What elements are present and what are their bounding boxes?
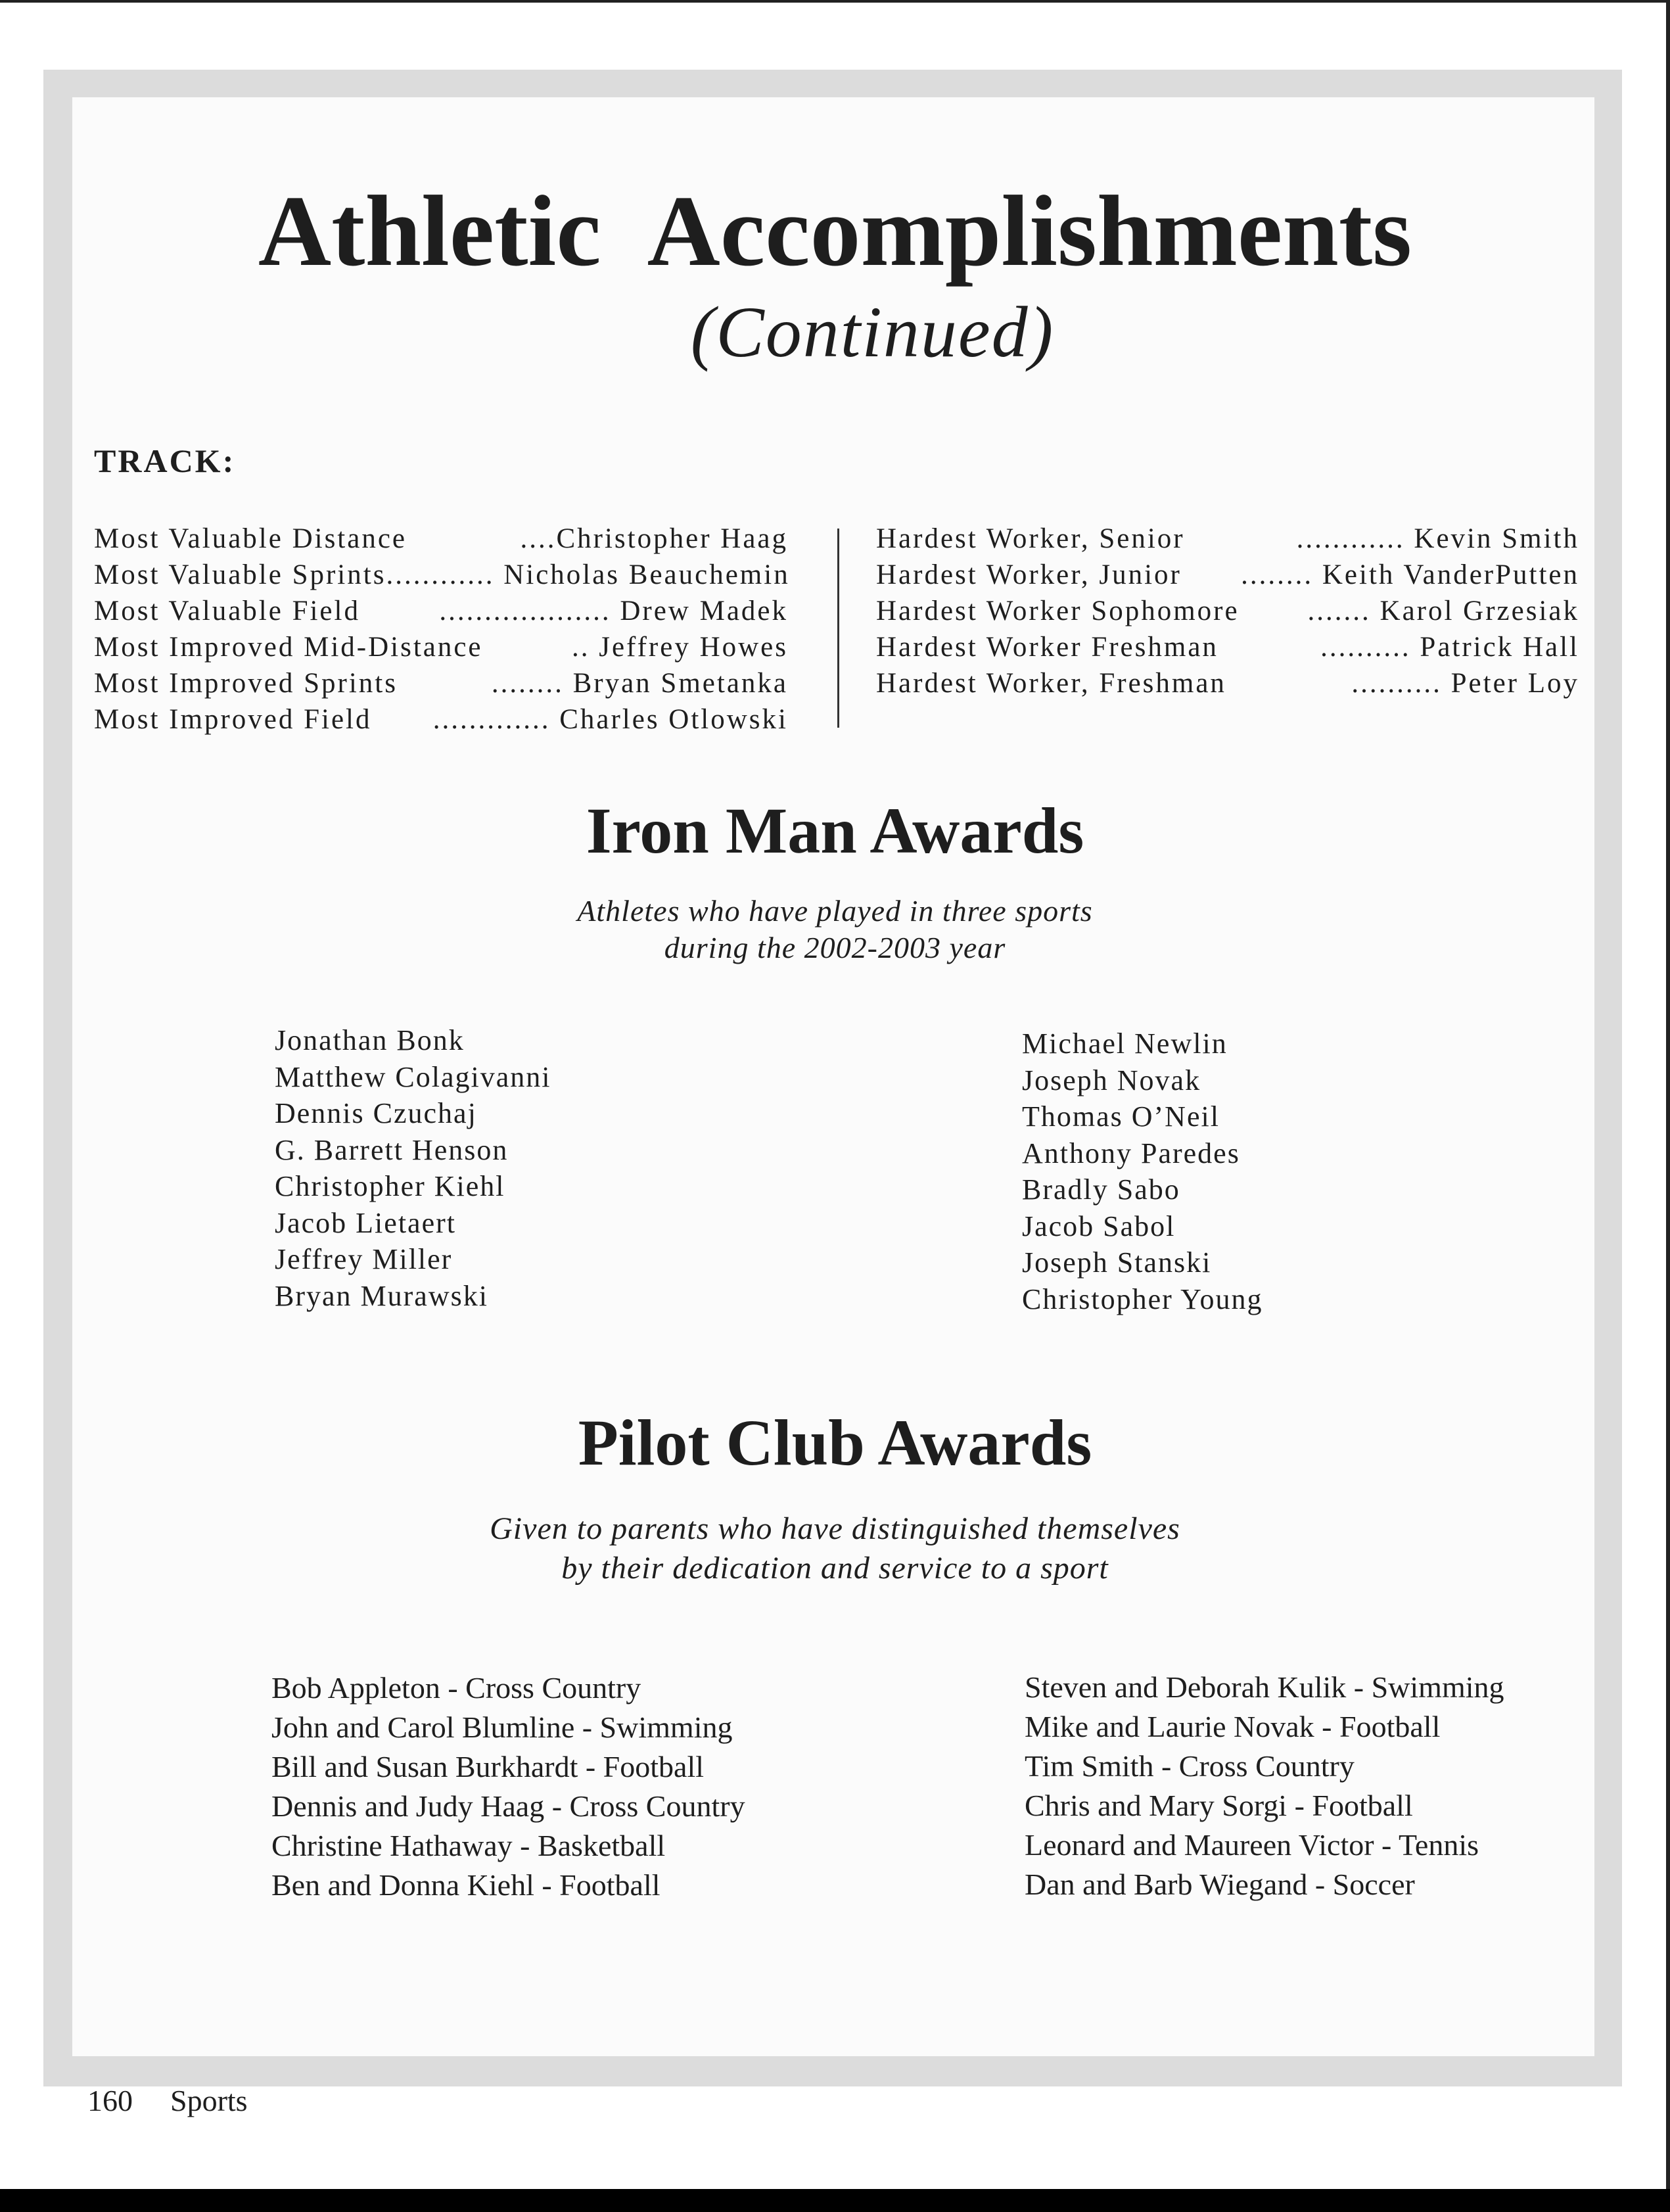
award-title: Hardest Worker, Junior: [876, 559, 1182, 590]
track-award-row: [876, 557, 1579, 593]
list-item: Dennis and Judy Haag - Cross Country: [271, 1789, 745, 1823]
list-item: Leonard and Maureen Victor - Tennis: [1025, 1828, 1479, 1862]
award-recipient: .. Jeffrey Howes: [571, 632, 788, 663]
track-award-row: [876, 593, 1579, 629]
iron-man-list-left: [275, 1022, 551, 1314]
list-item: John and Carol Blumline - Swimming: [271, 1710, 733, 1744]
page-number: 160: [87, 2084, 133, 2117]
list-item: Christopher Young: [1022, 1282, 1263, 1315]
list-item: Thomas O’Neil: [1022, 1100, 1220, 1133]
track-award-row: [876, 629, 1579, 665]
list-item: Jacob Sabol: [1022, 1210, 1176, 1242]
list-item: Tim Smith - Cross Country: [1025, 1749, 1355, 1783]
pilot-club-heading: Pilot Club Awards: [578, 1406, 1092, 1479]
scan-top-edge: [0, 0, 1670, 3]
list-item: Jonathan Bonk: [275, 1024, 465, 1056]
award-title: Most Improved Field: [94, 704, 372, 735]
award-title: Hardest Worker, Senior: [876, 523, 1185, 554]
award-title: Hardest Worker Freshman: [876, 632, 1218, 663]
list-item: Jeffrey Miller: [275, 1243, 453, 1275]
section-name: Sports: [170, 2084, 248, 2117]
scan-bottom-edge: [0, 2189, 1670, 2212]
award-recipient: ................... Drew Madek: [439, 596, 788, 626]
award-title: Most Valuable Distance: [94, 523, 407, 554]
list-item: G. Barrett Henson: [275, 1133, 509, 1166]
award-recipient: ........ Keith VanderPutten: [1241, 559, 1579, 590]
description-line: by their dedication and service to a sport: [561, 1551, 1109, 1586]
award-recipient: ............. Charles Otlowski: [432, 704, 788, 735]
award-title: Most Valuable Field: [94, 596, 360, 626]
award-recipient: .......... Peter Loy: [1351, 668, 1579, 699]
list-item: Joseph Stanski: [1022, 1246, 1212, 1279]
list-item: Anthony Paredes: [1022, 1137, 1240, 1169]
list-item: Christine Hathaway - Basketball: [271, 1829, 666, 1862]
track-award-row: [94, 557, 788, 593]
list-item: Bill and Susan Burkhardt - Football: [271, 1750, 705, 1783]
track-section-label: TRACK:: [94, 442, 236, 479]
list-item: Dan and Barb Wiegand - Soccer: [1025, 1868, 1415, 1901]
award-recipient: .......... Patrick Hall: [1320, 632, 1579, 663]
list-item: Michael Newlin: [1022, 1027, 1228, 1060]
list-item: Ben and Donna Kiehl - Football: [271, 1868, 661, 1902]
iron-man-heading: Iron Man Awards: [586, 794, 1084, 867]
list-item: Bryan Murawski: [275, 1279, 488, 1312]
award-recipient: ............ Nicholas Beauchemin: [386, 559, 790, 590]
page-subtitle: (Continued): [690, 292, 1055, 372]
track-award-row: [94, 593, 788, 629]
track-awards-left: [94, 521, 788, 738]
list-item: Christopher Kiehl: [275, 1170, 505, 1202]
iron-man-list-right: [1022, 1025, 1263, 1317]
pilot-club-list-left: [271, 1668, 745, 1905]
pilot-club-list-right: [1025, 1668, 1504, 1904]
list-item: Bob Appleton - Cross Country: [271, 1671, 641, 1705]
award-recipient: ............ Kevin Smith: [1296, 523, 1579, 554]
list-item: Jacob Lietaert: [275, 1206, 456, 1239]
award-title: Most Improved Sprints: [94, 668, 398, 699]
description-line: Given to parents who have distinguished themselves: [490, 1511, 1180, 1546]
track-award-row: [94, 665, 788, 701]
track-awards-right: [876, 521, 1579, 701]
list-item: Mike and Laurie Novak - Football: [1025, 1710, 1441, 1743]
track-award-row: [876, 521, 1579, 557]
award-recipient: ....Christopher Haag: [520, 523, 788, 554]
page-title: Athletic Accomplishments: [258, 176, 1412, 287]
column-divider: [837, 529, 839, 728]
description-line: during the 2002-2003 year: [664, 931, 1006, 964]
award-title: Most Improved Mid-Distance: [94, 632, 483, 663]
award-title: Hardest Worker, Freshman: [876, 668, 1226, 699]
track-award-row: [94, 629, 788, 665]
list-item: Dennis Czuchaj: [275, 1097, 477, 1129]
iron-man-description: [0, 893, 1670, 966]
pilot-club-description: [0, 1509, 1670, 1588]
list-item: Bradly Sabo: [1022, 1173, 1180, 1206]
list-item: Steven and Deborah Kulik - Swimming: [1025, 1670, 1504, 1704]
track-award-row: [94, 521, 788, 557]
description-line: Athletes who have played in three sports: [577, 894, 1093, 928]
track-award-row: [94, 701, 788, 738]
award-title: Hardest Worker Sophomore: [876, 596, 1240, 626]
award-recipient: ........ Bryan Smetanka: [491, 668, 788, 699]
list-item: Chris and Mary Sorgi - Football: [1025, 1789, 1413, 1822]
track-award-row: [876, 665, 1579, 701]
award-recipient: ....... Karol Grzesiak: [1307, 596, 1579, 626]
award-title: Most Valuable Sprints: [94, 559, 386, 590]
list-item: Matthew Colagivanni: [275, 1060, 551, 1093]
list-item: Joseph Novak: [1022, 1064, 1201, 1096]
